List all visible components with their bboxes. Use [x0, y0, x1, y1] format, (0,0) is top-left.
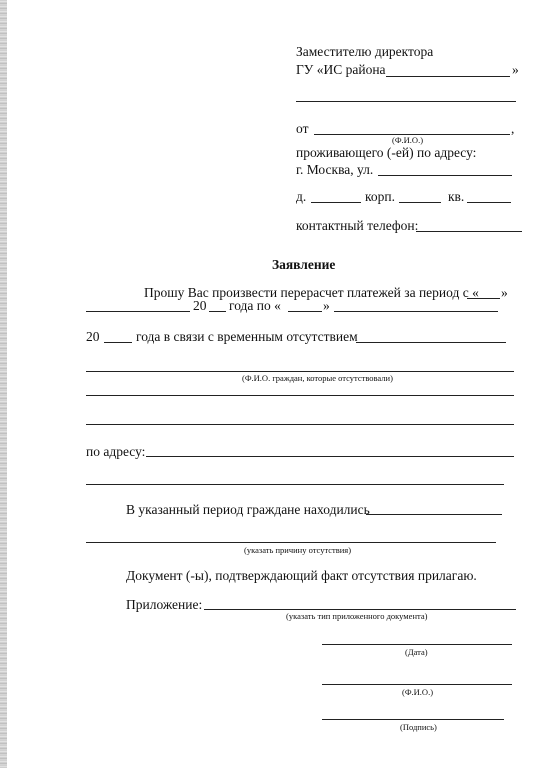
house-field-line	[311, 202, 361, 203]
address-label: по адресу:	[86, 444, 146, 459]
period-from-month-line	[86, 311, 190, 312]
address-line-2	[86, 484, 504, 485]
absent-citizens-line-3	[86, 424, 514, 425]
street-field-line	[378, 175, 512, 176]
absent-citizens-line-1	[86, 371, 514, 372]
from-fio-hint: (Ф.И.О.)	[392, 135, 424, 145]
period-from-quote-close: »	[501, 285, 508, 300]
apartment-label: кв.	[448, 189, 465, 204]
absent-citizens-hint: (Ф.И.О. граждан, которые отсутствовали)	[242, 373, 393, 383]
signature-line	[322, 719, 504, 720]
city-street-label: г. Москва, ул.	[296, 162, 374, 177]
addressee-line-1: Заместителю директора	[296, 44, 434, 59]
from-label: от	[296, 121, 309, 136]
location-line	[366, 514, 502, 515]
request-text: Прошу Вас произвести перерасчет платежей за период с «	[144, 285, 479, 300]
from-comma: ,	[511, 121, 515, 136]
date-hint: (Дата)	[405, 647, 428, 657]
apartment-field-line	[467, 202, 511, 203]
period-to-label: года по «	[229, 298, 281, 313]
attachment-hint: (указать тип приложенного документа)	[286, 611, 428, 621]
attachment-line	[204, 609, 516, 610]
signer-fio-hint: (Ф.И.О.)	[402, 687, 434, 697]
addressee-org-label: ГУ «ИС района	[296, 62, 386, 77]
period-from-day-line	[467, 298, 500, 299]
building-field-line	[399, 202, 441, 203]
house-label: д.	[296, 189, 307, 204]
absent-citizens-line-2	[86, 395, 514, 396]
addressee-org-close: »	[512, 62, 519, 77]
signature-hint: (Подпись)	[400, 722, 437, 732]
reason-hint: (указать причину отсутствия)	[244, 545, 352, 555]
phone-label: контактный телефон:	[296, 218, 419, 233]
location-text: В указанный период граждане находились	[126, 502, 370, 517]
period-to-day-line	[288, 311, 322, 312]
period-to-month-line	[334, 311, 498, 312]
addressee-extra-line	[296, 101, 516, 102]
attachment-label: Приложение:	[126, 597, 203, 612]
address-line-1	[146, 456, 514, 457]
reason-line	[86, 542, 496, 543]
period-to-quote-close: »	[323, 298, 330, 313]
residing-label: проживающего (-ей) по адресу:	[296, 145, 477, 160]
period-from-year-line	[209, 311, 226, 312]
period-from-year-prefix: 20	[193, 298, 207, 313]
absence-reason-line	[356, 342, 506, 343]
period-to-year-prefix: 20	[86, 329, 100, 344]
district-field-line	[386, 76, 510, 77]
signer-name-line	[322, 684, 512, 685]
absence-text: года в связи с временным отсутствием	[136, 329, 358, 344]
scan-edge	[0, 0, 7, 768]
period-to-year-line	[104, 342, 132, 343]
document-title: Заявление	[272, 257, 336, 272]
building-label: корп.	[365, 189, 395, 204]
date-line	[322, 644, 512, 645]
phone-field-line	[416, 231, 522, 232]
documents-attached-text: Документ (-ы), подтверждающий факт отсутствия прилагаю.	[126, 568, 477, 583]
